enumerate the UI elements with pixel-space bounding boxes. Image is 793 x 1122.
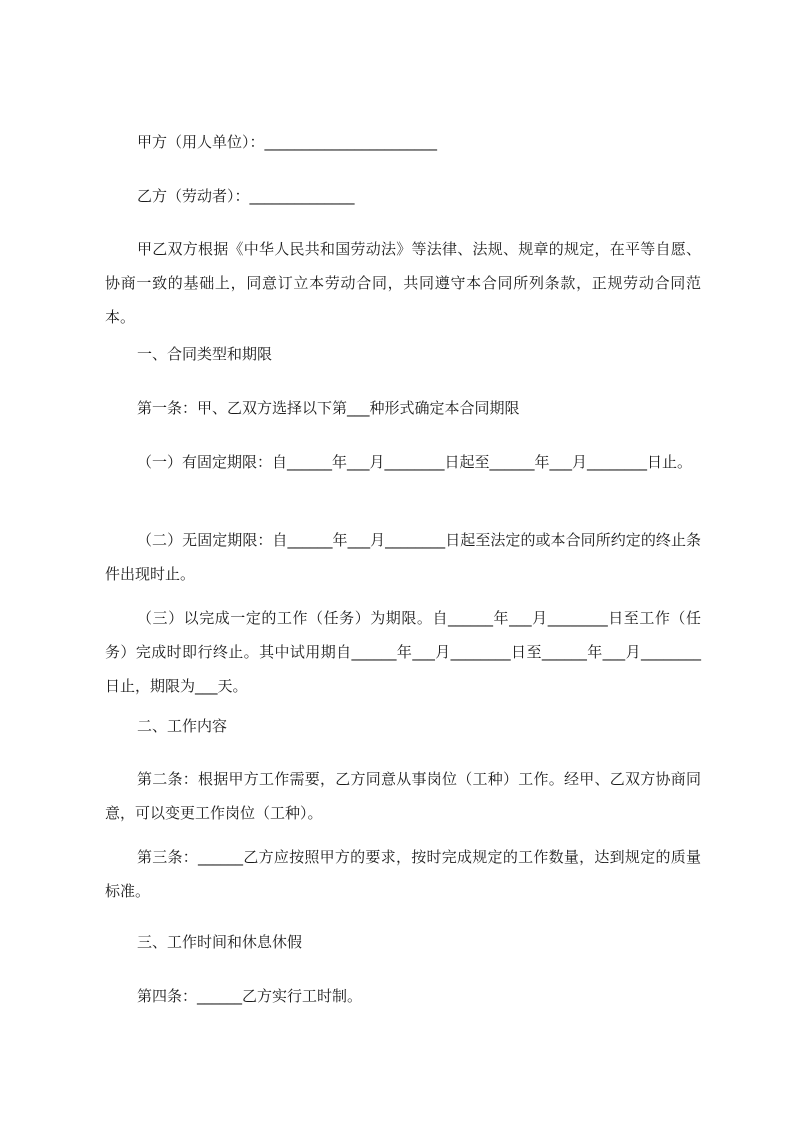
- article-1: 第一条：甲、乙双方选择以下第___种形式确定本合同期限: [137, 399, 520, 417]
- section-1-title: 一、合同类型和期限: [137, 345, 273, 363]
- section-2-title: 二、工作内容: [137, 717, 228, 735]
- party-a-line: 甲方（用人单位）：_______________________: [137, 133, 438, 151]
- term-fixed-paragraph: （一）有固定期限：自______年___月________日起至______年___月________日止。: [137, 453, 693, 471]
- article-3-paragraph: 第三条：______乙方应按照甲方的要求，按时完成规定的工作数量，达到规定的质量标准。: [105, 848, 701, 900]
- term-task-paragraph: （三）以完成一定的工作（任务）为期限。自______年___月________日至工作（任务）完成时即行终止。其中试用期自______年___月________日至______年___月________日止，期限为___天。: [105, 609, 701, 695]
- article-2-paragraph: 第二条：根据甲方工作需要，乙方同意从事岗位（工种）工作。经甲、乙双方协商同意，可以变更工作岗位（工种）。: [105, 770, 701, 822]
- intro-paragraph: 甲乙双方根据《中华人民共和国劳动法》等法律、法规、规章的规定，在平等自愿、协商一致的基础上，同意订立本劳动合同，共同遵守本合同所列条款，正规劳动合同范本。: [105, 240, 701, 326]
- term-unfixed-paragraph: （二）无固定期限：自______年___月________日起至法定的或本合同所约定的终止条件出现时止。: [105, 531, 701, 583]
- section-3-title: 三、工作时间和休息休假: [137, 933, 303, 951]
- party-b-line: 乙方（劳动者）：______________: [137, 187, 355, 205]
- article-4: 第四条：______乙方实行工时制。: [137, 987, 363, 1005]
